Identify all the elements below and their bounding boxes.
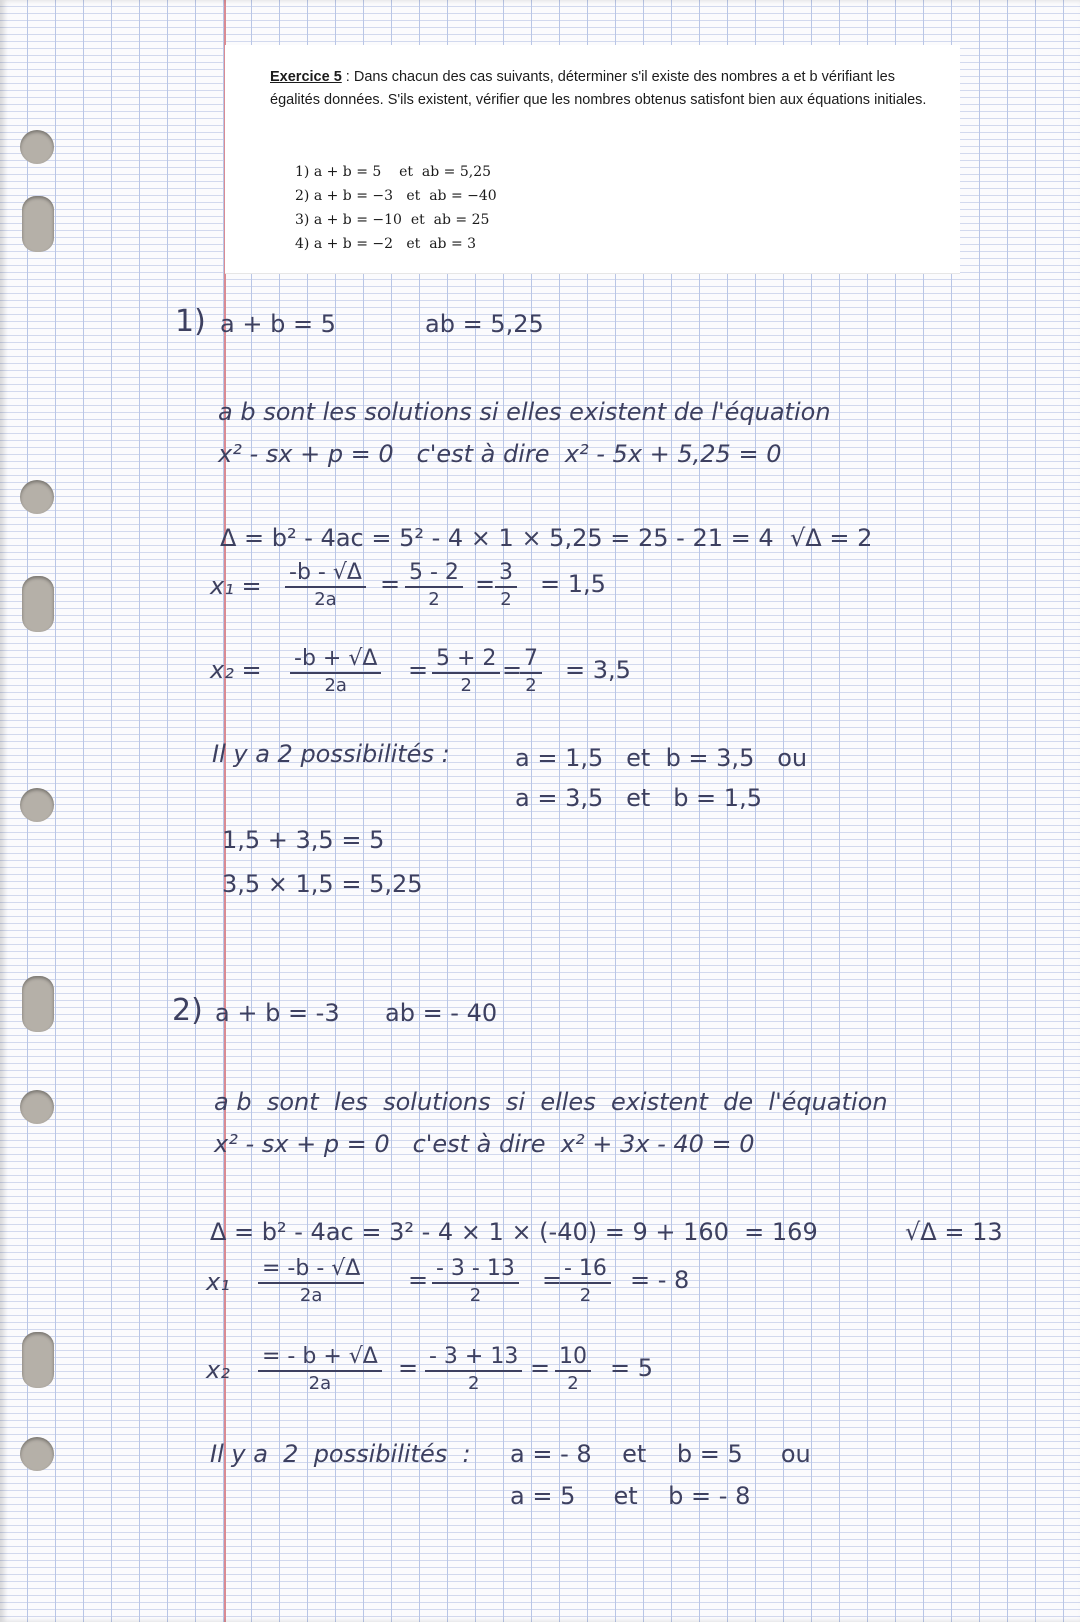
denominator: 2 <box>525 675 537 696</box>
part2-sqrt-delta: √Δ = 13 <box>905 1218 1003 1246</box>
part2-x2-label: x₂ <box>206 1356 230 1384</box>
part2-possibilities: Il y a 2 possibilités : <box>210 1440 471 1468</box>
binder-hole <box>22 196 54 252</box>
equals-sign: = <box>408 656 429 684</box>
part2-x1-result: = - 8 <box>630 1266 690 1294</box>
denominator: 2 <box>567 1373 579 1394</box>
part2-x2-result: = 5 <box>610 1354 654 1382</box>
part2-x1-label: x₁ <box>206 1268 230 1296</box>
equals-sign: = <box>475 570 496 598</box>
equals-sign: = <box>408 1266 429 1294</box>
part1-x1-formula <box>285 560 366 612</box>
binder-hole <box>22 1332 54 1388</box>
part1-x2-formula <box>290 646 381 698</box>
exercise-cases <box>295 160 497 256</box>
part1-number: 1) <box>175 304 206 339</box>
binder-hole <box>20 480 54 514</box>
numerator: -b - √Δ <box>285 560 366 588</box>
part2-number: 2) <box>172 993 203 1028</box>
numerator: -b + √Δ <box>290 646 381 674</box>
part1-x1-step1 <box>405 560 463 612</box>
equals-sign: = <box>398 1354 419 1382</box>
part1-x2-label: x₂ = <box>210 656 262 684</box>
binder-hole <box>22 576 54 632</box>
part1-intro-line2: x² - sx + p = 0 c'est à dire x² - 5x + 5,25 = 0 <box>218 440 782 468</box>
part2-intro-line1: a b sont les solutions si elles existent de l'équation <box>214 1088 888 1116</box>
numerator: = -b - √Δ <box>258 1256 364 1284</box>
part1-intro-line1: a b sont les solutions si elles existent de l'équation <box>218 398 831 426</box>
part2-x2-step2 <box>555 1344 591 1396</box>
denominator: 2 <box>467 1373 480 1394</box>
part1-x1-label: x₁ = <box>210 572 262 600</box>
binder-hole <box>20 130 54 164</box>
denominator: 2a <box>324 675 347 696</box>
part1-x1-step2 <box>495 560 517 612</box>
equals-sign: = <box>530 1354 551 1382</box>
part2-x1-formula <box>258 1256 364 1308</box>
denominator: 2a <box>299 1285 323 1306</box>
binder-hole <box>20 1090 54 1124</box>
part2-option1: a = - 8 et b = 5 ou <box>510 1440 811 1468</box>
exercise-case: 1) a + b = 5 et ab = 5,25 <box>295 164 492 180</box>
exercise-case: 4) a + b = −2 et ab = 3 <box>295 236 477 252</box>
binder-hole <box>22 976 54 1032</box>
part2-intro-line2: x² - sx + p = 0 c'est à dire x² + 3x - 40 = 0 <box>214 1130 755 1158</box>
denominator: 2 <box>469 1285 482 1306</box>
part2-given-product: ab = - 40 <box>385 999 498 1027</box>
numerator: 10 <box>555 1344 591 1372</box>
equals-sign: = <box>380 570 401 598</box>
part1-delta: Δ = b² - 4ac = 5² - 4 × 1 × 5,25 = 25 - 21 = 4 <box>220 524 774 552</box>
numerator: 3 <box>495 560 517 588</box>
exercise-title: Exercice 5 <box>270 69 342 85</box>
part1-option1: a = 1,5 et b = 3,5 ou <box>515 744 808 772</box>
part2-x1-step2 <box>560 1256 611 1308</box>
binder-hole <box>20 788 54 822</box>
part1-x2-step1 <box>432 646 500 698</box>
exercise-case: 3) a + b = −10 et ab = 25 <box>295 212 490 228</box>
denominator: 2 <box>500 589 512 610</box>
denominator: 2 <box>460 675 472 696</box>
part2-option2: a = 5 et b = - 8 <box>510 1482 751 1510</box>
part1-given-product: ab = 5,25 <box>425 310 544 338</box>
exercise-case: 2) a + b = −3 et ab = −40 <box>295 188 497 204</box>
equals-sign: = <box>542 1266 563 1294</box>
part2-x2-formula <box>258 1344 382 1396</box>
numerator: - 16 <box>560 1256 611 1284</box>
numerator: 5 + 2 <box>432 646 500 674</box>
part1-x2-result: = 3,5 <box>565 656 631 684</box>
numerator: - 3 + 13 <box>425 1344 522 1372</box>
exercise-statement-box <box>225 45 960 274</box>
denominator: 2 <box>428 589 440 610</box>
part1-option2: a = 3,5 et b = 1,5 <box>515 784 762 812</box>
part2-delta: Δ = b² - 4ac = 3² - 4 × 1 × (-40) = 9 + 160 = 169 <box>210 1218 818 1246</box>
denominator: 2 <box>579 1285 592 1306</box>
part1-given-sum: a + b = 5 <box>220 310 336 338</box>
part2-given-sum: a + b = -3 <box>215 999 340 1027</box>
numerator: 5 - 2 <box>405 560 463 588</box>
denominator: 2a <box>308 1373 332 1394</box>
part1-possibilities: Il y a 2 possibilités : <box>212 740 450 768</box>
denominator: 2a <box>314 589 337 610</box>
exercise-statement <box>270 66 940 112</box>
part1-x2-step2 <box>520 646 542 698</box>
part1-x1-result: = 1,5 <box>540 570 606 598</box>
part2-x2-step1 <box>425 1344 522 1396</box>
part1-sqrt-delta: √Δ = 2 <box>790 524 873 552</box>
part1-check-sum: 1,5 + 3,5 = 5 <box>222 826 385 854</box>
numerator: 7 <box>520 646 542 674</box>
part1-check-product: 3,5 × 1,5 = 5,25 <box>222 870 423 898</box>
binder-hole <box>20 1437 54 1471</box>
exercise-instructions: : Dans chacun des cas suivants, déterminer s'il existe des nombres a et b vérifiant les égalités données. S'ils existent, vérifier que les nombres obtenus satisfont bien aux équations initiales. <box>270 69 927 108</box>
numerator: - 3 - 13 <box>432 1256 519 1284</box>
part2-x1-step1 <box>432 1256 519 1308</box>
numerator: = - b + √Δ <box>258 1344 382 1372</box>
equals-sign: = <box>502 656 523 684</box>
